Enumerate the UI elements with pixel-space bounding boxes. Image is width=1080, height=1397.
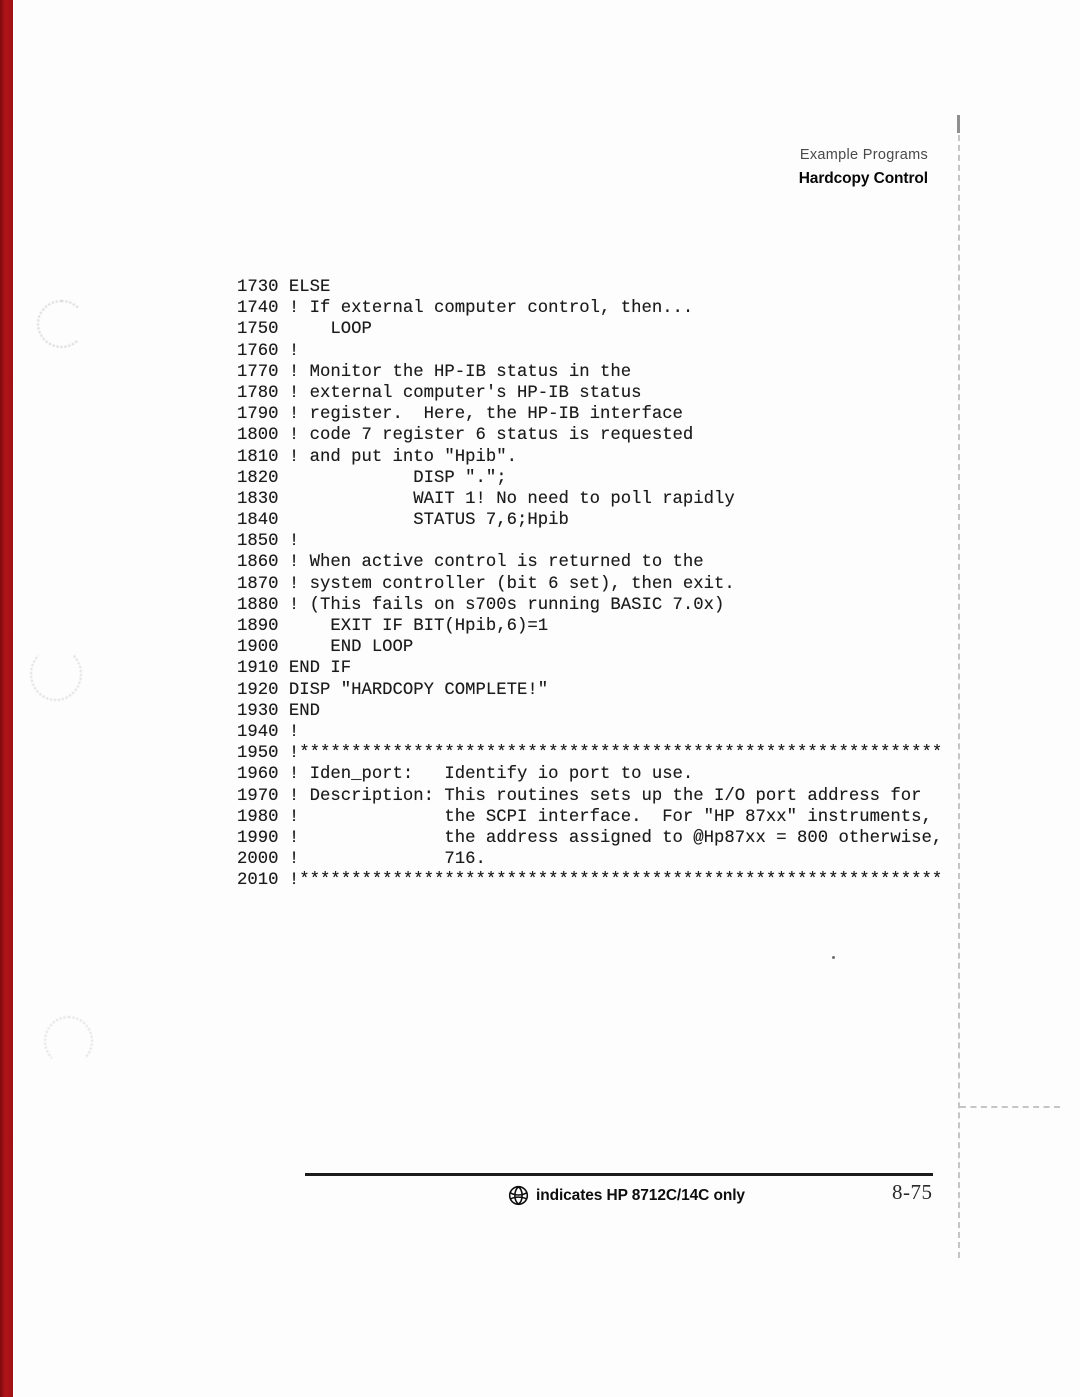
code-line: 1790 ! register. Here, the HP-IB interface bbox=[237, 405, 683, 425]
code-line: 1910 END IF bbox=[237, 659, 352, 679]
globe-icon bbox=[508, 1185, 529, 1206]
code-line: 1850 ! bbox=[237, 532, 300, 552]
code-line: 1930 END bbox=[237, 701, 320, 721]
scan-stain-circle bbox=[30, 647, 82, 701]
code-line: 1950 !************************************************************** bbox=[237, 744, 943, 764]
footer-rule bbox=[305, 1173, 933, 1176]
scan-edge-tick bbox=[957, 115, 960, 133]
scan-edge-horizontal-line bbox=[960, 1106, 1060, 1108]
code-line: 1900 END LOOP bbox=[237, 638, 414, 658]
code-line: 1760 ! bbox=[237, 341, 300, 361]
code-line: 1830 WAIT 1! No need to poll rapidly bbox=[237, 489, 735, 509]
code-line: 1750 LOOP bbox=[237, 320, 372, 340]
code-line: 1730 ELSE bbox=[237, 278, 331, 297]
code-line: 1840 STATUS 7,6;Hpib bbox=[237, 511, 569, 531]
code-line: 1920 DISP "HARDCOPY COMPLETE!" bbox=[237, 680, 549, 700]
code-line: 1870 ! system controller (bit 6 set), then exit. bbox=[237, 574, 735, 594]
page-title: Hardcopy Control bbox=[798, 170, 928, 188]
scan-speck bbox=[832, 956, 835, 959]
code-line: 1990 ! the address assigned to @Hp87xx = 800 otherwise, bbox=[237, 828, 943, 848]
footer-note-text: indicates HP 8712C/14C only bbox=[536, 1186, 745, 1204]
code-line: 2010 !************************************************************** bbox=[237, 871, 943, 891]
code-line: 1860 ! When active control is returned to the bbox=[237, 553, 704, 573]
scan-edge-vertical-line bbox=[958, 115, 960, 1258]
code-line: 1970 ! Description: This routines sets up the I/O port address for bbox=[237, 786, 922, 806]
code-line: 1770 ! Monitor the HP-IB status in the bbox=[237, 362, 632, 382]
code-line: 1890 EXIT IF BIT(Hpib,6)=1 bbox=[237, 617, 549, 636]
footer-note bbox=[508, 1185, 745, 1206]
code-line: 2000 ! 716. bbox=[237, 850, 486, 870]
code-line: 1880 ! (This fails on s700s running BASIC 7.0x) bbox=[237, 595, 725, 615]
header-section-label: Example Programs bbox=[799, 147, 928, 163]
page-header bbox=[799, 146, 928, 189]
code-line: 1800 ! code 7 register 6 status is requested bbox=[237, 426, 694, 446]
basic-code-listing bbox=[237, 277, 942, 891]
book-spine-red-bar bbox=[0, 0, 13, 1397]
code-line: 1740 ! If external computer control, then... bbox=[237, 299, 694, 319]
scan-stain-circle bbox=[44, 1016, 93, 1066]
code-line: 1960 ! Iden_port: Identify io port to use. bbox=[237, 765, 694, 785]
code-line: 1980 ! the SCPI interface. For "HP 87xx" instruments, bbox=[237, 807, 932, 827]
code-line: 1810 ! and put into "Hpib". bbox=[237, 447, 518, 467]
page-number: 8-75 bbox=[892, 1180, 933, 1204]
code-line: 1820 DISP "."; bbox=[237, 468, 507, 488]
code-line: 1940 ! bbox=[237, 722, 300, 742]
code-line: 1780 ! external computer's HP-IB status bbox=[237, 383, 642, 403]
scan-stain-circle bbox=[37, 300, 86, 348]
